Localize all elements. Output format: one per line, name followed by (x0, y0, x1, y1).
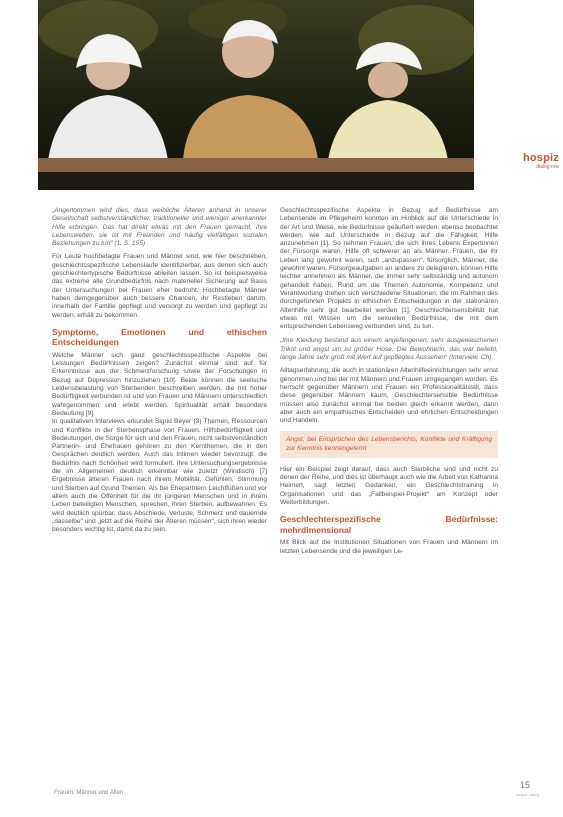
header-photo (38, 0, 474, 190)
page-number: 15 (520, 780, 531, 790)
right-column (280, 207, 498, 556)
paragraph: In qualitativen Interviews erkundet Sigrid Beyer (3) Themen, Ressourcen und Konflikte in der Sterbensphase von Frauen. Hilfsbedürftigkeit und Bedeutungen, die Sorge für sich und den Frauen, nicht selbstverständlich Partnerin- und Ehefrauen gehören zu den Kernthemen, die in den Gesprächen deutlich werden. Auch das Intimen wieder bevorzugt: die Bedürfnis nach Schönheit wird formuliert. Ihre Untersuchungsergebnisse die im Allgemeinen deutlich erkennbar wie zuletzt (Windisch) [7] Ergebnisse älteren Frauen nach ihrem Mobilität, Gefühlen, Stimmung und Sterben auf Grund Themen. Als bei Ehepartnern Leichtfüßen und vor allem auch die Offenheit für die ihr jüngeren Menschen und in ihrem Leben beteiligten Menschen, sprechen, ihren Sterben, aufbewahren. Es wird deutlich spürbar, dass Abschiede, Verluste, Schmerz und dauernde „dasselbe“ und „jetzt auf die Reihe der Älteren müssen“, sich ihren wieder besonders wichtig ist, damit da zu sein. (52, 418, 267, 534)
paragraph: Welche Männer sich ganz geschlechtsspezifische Aspekte bei Leistungen Bedürfnissen zeigen? Zunächst einmal sind auf für Erkenntnisse aus der Schmerzforschung sowie der Forschungen in Bezug auf Depression hinzuziehen [10]. Beide können die seelische Leidensbelastung von Sterbenden beschreiben werden, die mit hoher Bedürftigkeit verbunden ist und von Frauen und Männern unterschiedlich wahrgenommen und erlebt werden. Spiritualität erhält besondere Bedeutung [9]. (52, 351, 267, 417)
interview-quote: „Ihre Kleidung bestand aus einem angefangenen, sehr ausgewaschenen Trikot und angst um ist größer Hose. Die Bewohnerin, das war beliebt, lange Jahre sehr groß mit Wert auf gepflegtes Aussehen“ (Interview, Ch). (280, 337, 498, 362)
page-number-sub: hospiz dialog (516, 792, 540, 797)
paragraph: Mit Blick auf die Institutionen Situationen von Frauen und Männern im letzten Lebensende und die jeweiligen Le- (280, 539, 498, 555)
paragraph: Hier ein Beispiel zeigt darauf, dass auch Sterbliche sind und nicht zu denen der Reihe, und dies ist überhaupt auch wie die Arbeit von Katharina Heimerl, sagt letzten Gedanken, ein Geschlechtstraining in Organisationen und das „Fallbeispiel-Projekt“ am Konzept oder Weiterbildungen. (280, 465, 498, 507)
paragraph: Für Leute hochbetagte Frauen und Männer sind, wie hier beschrieben, geschlechtsspezifische Lebenslaufe identifizierbar, aus denen sich auch geschlechtertypische Bedürfnisse ableiten lassen. So ist beispielsweise das extreme alle Grundbedürfnis nach materieller Sicherung auf Basis der Untersuchungen bei Frauen eher bedroht. Hochbetagte Männer haben demgegenüber auch bessere Chancen, ihr Restleben darum, innerhalb der Familie gepflegt und versorgt zu werden und gepflegt zu werden, erhält zu bekommen. (52, 253, 267, 319)
brand-name: hospiz (522, 152, 559, 164)
highlight-box: Angst, bei Einsprüchen des Lebensberichts, Konflikte und Kräftigung zur Kenntnis kennengelernt (280, 431, 498, 457)
section-heading: Symptome, Emotionen und ethischen Entscheidungen (52, 326, 267, 348)
section-heading: Geschlechterspezifische Bedürfnisse: mehrdimensional (280, 514, 498, 535)
brand-logo (489, 152, 559, 170)
left-column (52, 207, 267, 534)
paragraph: Geschlechtsspezifische Aspekte in Bezug auf Bedürfnisse am Lebensende im Pflegeheim konnten im Hinblick auf die Unterschiede in der Art und Weise, wie Bedürfnisse geäußert werden, ebenso beobachtet werden, wie auf Unterschiede in Bezug auf die Fähigkeit, Hilfe anzunehmen [1]. So nehmen Frauen, die sich ihres Lebens Expertinnen der Fürsorge waren, Hilfe oft schwerer an als Männer. Frauen, die ihr Leben lang gewohnt waren, sich „anzupassen“, fürsorglich, Männer, die gewohnt waren, Fürsorgeaufgaben an andere zu delegieren, können Hilfe leichter annehmen als Männer, die immer sehr selbständig und autonom gehandelt haben. Rund um die Themen Autonomie, Kompetenz und Verantwortung drehen sich verschiedene Situationen, die im Rahmen des durchgeführten Projekts in ethischen Entscheidungen in der stationären Altenhilfe sehr gut bearbeitet werden [1]. Geschlechtersensibilität hat etwas mit Wissen um die sexuellen Bedürfnisse, die mit dem entsprechenden Lebensweg verbunden sind, zu tun. (280, 207, 498, 331)
intro-quote: „Angenommen wird dies, dass weibliche Älteren anhand in unserer Gesellschaft selbstverständlicher, traditioneller und weniger anerkannter Hilfe erbringen. Das hat direkt etwas mit den Frauen gemacht, ihre Lebenswelten, sie ist mit Freunden und häufig vielfältigen sozialen Beziehungen zu tun“ (1, S. 155) (52, 207, 267, 248)
paragraph: Alltagserfahrung, die auch in stationären Altenhilfeeinrichtungen sehr ernst genommen und bei der mit Männern und Frauen umgegangen worden. Es herrscht gegenüber Männern und Frauen ein Professionalitätsstil, dass diese gegenüber Männern kaum, Geschlechtersensible Bedürfnisse müssen also zunächst einmal bei beiden gleich erkannt werden, dann aber auch ein empathisches Entscheiden und ehrlichen Entscheidungen und Handeln. (280, 367, 498, 425)
brand-sub: dialog nrw (536, 164, 559, 170)
footer-text: Frauen, Männer und Alten (54, 790, 124, 796)
